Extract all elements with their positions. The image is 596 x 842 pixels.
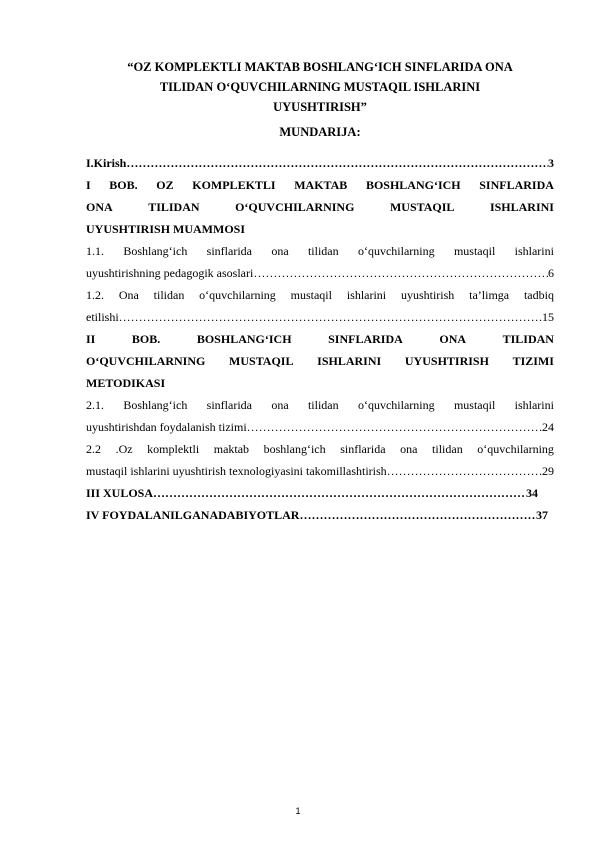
word: ONA bbox=[439, 332, 467, 346]
word: Ona bbox=[118, 288, 139, 302]
word: TILIDAN bbox=[148, 200, 200, 214]
title-line-3: UYUSHTIRISH” bbox=[273, 100, 367, 114]
toc-chapter2-line1 bbox=[86, 328, 554, 350]
toc-intro-label: I.Kirish bbox=[86, 156, 127, 170]
word: O‘QUVCHILARNING bbox=[86, 354, 206, 368]
dot-leader bbox=[247, 416, 542, 438]
dot-leader bbox=[119, 306, 542, 328]
toc-s1-1-line1 bbox=[86, 240, 554, 262]
table-of-contents bbox=[86, 152, 554, 526]
word: BOSHLANG‘ICH bbox=[196, 332, 292, 346]
word: MUSTAQIL bbox=[229, 354, 294, 368]
word: sinflarida bbox=[340, 442, 386, 456]
word: TIZIMI bbox=[512, 354, 554, 368]
toc-s2-2-label: mustaqil ishlarini uyushtirish texnologiyasini takomillashtirish bbox=[86, 464, 387, 478]
word: ona bbox=[271, 398, 289, 412]
toc-s2-1-line2 bbox=[86, 416, 554, 438]
toc-conclusion-page: 34 bbox=[526, 486, 538, 500]
word: tilidan bbox=[432, 442, 463, 456]
word: ta’limga bbox=[469, 288, 510, 302]
toc-s2-2-line1 bbox=[86, 438, 554, 460]
word: uyushtirish bbox=[400, 288, 455, 302]
title-line-1: “OZ KOMPLEKTLI MAKTAB BOSHLANG‘ICH SINFLARIDA ONA bbox=[127, 60, 513, 74]
word: SINFLARIDA bbox=[328, 332, 403, 346]
toc-s2-1-label: uyushtirishdan foydalanish tizimi bbox=[86, 420, 247, 434]
word: MUSTAQIL bbox=[389, 200, 455, 214]
word: ONA bbox=[86, 200, 113, 214]
dot-leader bbox=[126, 152, 548, 174]
toc-s1-1-label: uyushtirishning pedagogik asoslari bbox=[86, 266, 254, 280]
word: .Oz bbox=[115, 442, 133, 456]
word: MAKTAB bbox=[294, 178, 348, 192]
toc-intro-page: 3 bbox=[548, 156, 554, 170]
toc-s1-2-page: 15 bbox=[542, 310, 554, 324]
word: Boshlang‘ich bbox=[123, 398, 188, 412]
word: TILIDAN bbox=[502, 332, 554, 346]
word: 1.2. bbox=[86, 288, 104, 302]
word: maktab bbox=[213, 442, 250, 456]
word: II bbox=[86, 332, 96, 346]
toc-s2-1-page: 24 bbox=[542, 420, 554, 434]
word: BOSHLANG‘ICH bbox=[365, 178, 461, 192]
word: ISHLARINI bbox=[489, 200, 554, 214]
page-number: 1 bbox=[295, 806, 301, 816]
word: o‘quvchilarning bbox=[357, 398, 435, 412]
toc-entry-conclusion bbox=[86, 482, 538, 504]
toc-chapter2-line2 bbox=[86, 350, 554, 372]
toc-s1-2-line1 bbox=[86, 284, 554, 306]
word: ishlarini bbox=[514, 244, 554, 258]
toc-entry-references bbox=[86, 504, 548, 526]
toc-s2-2-line2 bbox=[86, 460, 554, 482]
word: OZ bbox=[156, 178, 174, 192]
word: komplektli bbox=[147, 442, 200, 456]
word: ishlarini bbox=[346, 288, 387, 302]
toc-conclusion-label: III XULOSA bbox=[86, 486, 154, 500]
word: sinflarida bbox=[206, 398, 252, 412]
toc-s1-2-line2 bbox=[86, 306, 554, 328]
toc-references-label: IV FOYDALANILGANADABIYOTLAR bbox=[86, 508, 300, 522]
word: o‘quvchilarning bbox=[477, 442, 554, 456]
toc-entry-intro bbox=[86, 152, 554, 174]
dot-leader bbox=[387, 460, 542, 482]
toc-s2-1-line1 bbox=[86, 394, 554, 416]
word: tilidan bbox=[307, 244, 339, 258]
toc-chapter1-line2 bbox=[86, 196, 554, 218]
word: Boshlang‘ich bbox=[123, 244, 188, 258]
word: tadbiq bbox=[523, 288, 554, 302]
toc-chapter1-line1 bbox=[86, 174, 554, 196]
toc-s2-2-page: 29 bbox=[542, 464, 554, 478]
word: 2.1. bbox=[86, 398, 104, 412]
word: boshlang‘ich bbox=[263, 442, 326, 456]
word: SINFLARIDA bbox=[479, 178, 554, 192]
word: mustaqil bbox=[453, 244, 496, 258]
word: BOB. bbox=[131, 332, 161, 346]
word: 1.1. bbox=[86, 244, 104, 258]
toc-s1-1-line2 bbox=[86, 262, 554, 284]
title-line-2: TILIDAN O‘QUVCHILARNING MUSTAQIL ISHLARINI bbox=[159, 80, 481, 94]
word: UYUSHTIRISH bbox=[404, 354, 489, 368]
word: mustaqil bbox=[290, 288, 332, 302]
toc-chapter2-line3: METODIKASI bbox=[86, 376, 166, 390]
word: 2.2 bbox=[86, 442, 101, 456]
toc-references-page: 37 bbox=[536, 508, 548, 522]
toc-s1-1-page: 6 bbox=[548, 266, 554, 280]
word: BOB. bbox=[109, 178, 138, 192]
contents-heading: MUNDARIJA: bbox=[279, 125, 361, 139]
word: tilidan bbox=[307, 398, 339, 412]
word: I bbox=[86, 178, 91, 192]
word: ona bbox=[271, 244, 289, 258]
dot-leader bbox=[153, 482, 526, 504]
word: tilidan bbox=[153, 288, 185, 302]
word: sinflarida bbox=[206, 244, 252, 258]
toc-s1-2-label: etilishi bbox=[86, 310, 119, 324]
word: mustaqil bbox=[453, 398, 496, 412]
word: o‘quvchilarning bbox=[199, 288, 276, 302]
word: ishlarini bbox=[514, 398, 554, 412]
toc-chapter1-line3: UYUSHTIRISH MUAMMOSI bbox=[86, 222, 246, 236]
word: ISHLARINI bbox=[317, 354, 382, 368]
dot-leader bbox=[253, 262, 548, 284]
word: o‘quvchilarning bbox=[357, 244, 435, 258]
word: KOMPLEKTLI bbox=[192, 178, 276, 192]
word: ona bbox=[400, 442, 418, 456]
dot-leader bbox=[299, 504, 536, 526]
word: O‘QUVCHILARNING bbox=[235, 200, 355, 214]
